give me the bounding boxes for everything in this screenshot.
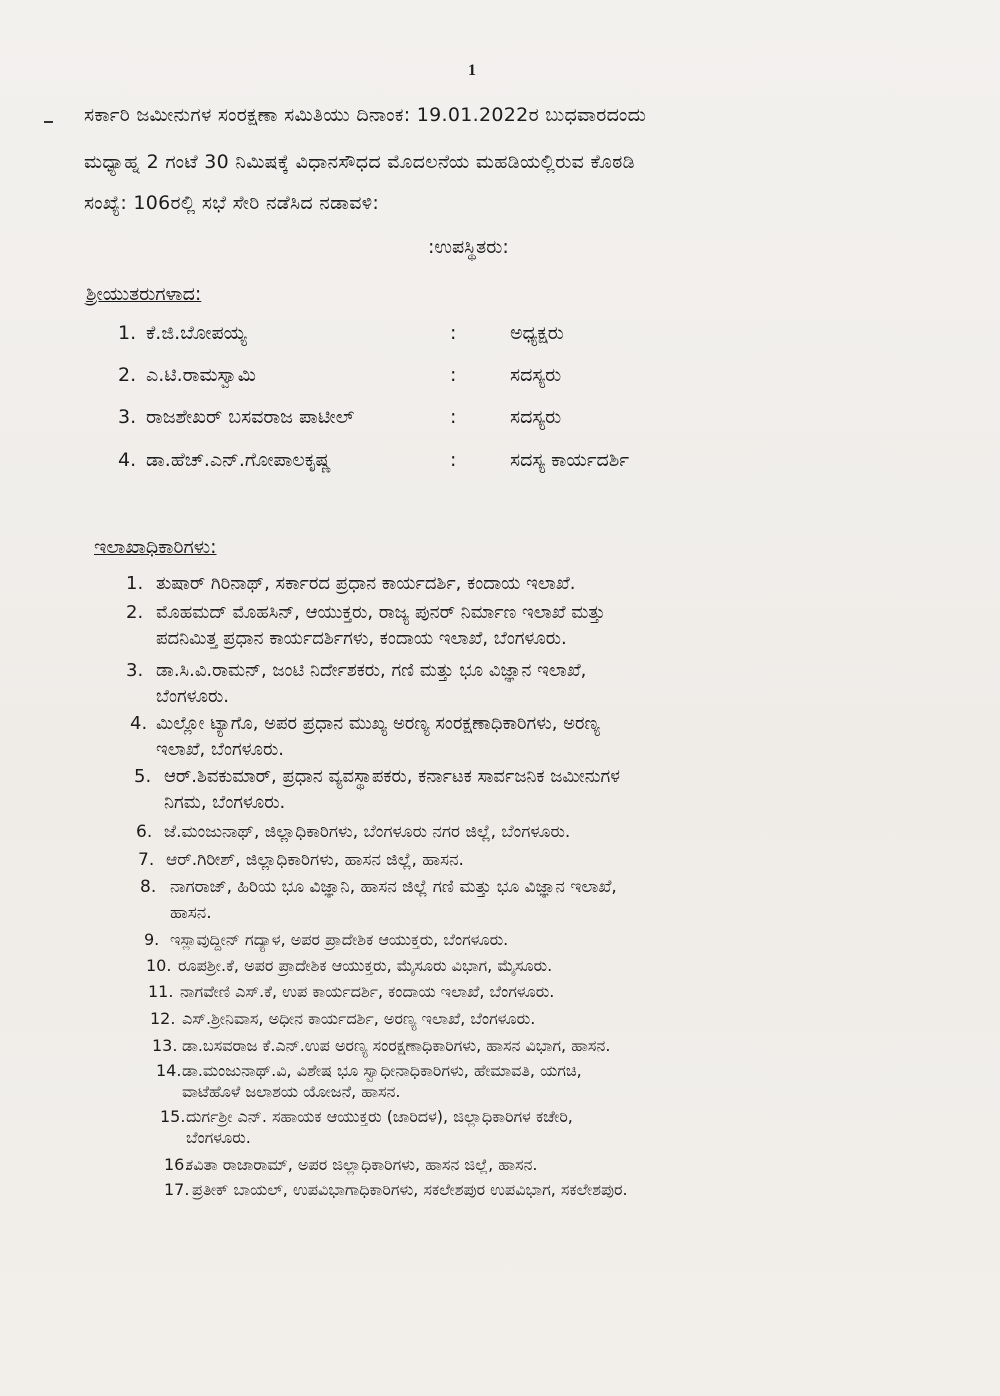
official-text-continued: ವಾಟೆಹೊಳೆ ಜಲಾಶಯ ಯೋಜನೆ, ಹಾಸನ.	[182, 1082, 401, 1101]
official-number: 17.	[164, 1180, 190, 1199]
official-number: 7.	[138, 850, 155, 870]
intro-line-3	[84, 192, 379, 214]
intro-line-1	[84, 104, 884, 126]
official-number: 9.	[144, 930, 160, 949]
officials-heading: ಇಲಾಖಾಧಿಕಾರಿಗಳು:	[94, 536, 217, 558]
official-number: 10.	[146, 956, 172, 975]
official-text: ಆರ್.ಗಿರೀಶ್, ಜಿಲ್ಲಾಧಿಕಾರಿಗಳು, ಹಾಸನ ಜಿಲ್ಲೆ, ಹಾಸನ.	[166, 850, 464, 870]
official-text: ಡಾ.ಸಿ.ವಿ.ರಾಮನ್, ಜಂಟಿ ನಿರ್ದೇಶಕರು, ಗಣಿ ಮತ್ತು ಭೂ ವಿಜ್ಞಾನ ಇಲಾಖೆ,	[156, 660, 587, 681]
member-role: ಅಧ್ಯಕ್ಷರು	[510, 322, 564, 344]
member-colon: :	[450, 364, 457, 386]
present-heading: :ಉಪಸ್ಥಿತರು:	[428, 236, 509, 258]
official-number: 3.	[126, 660, 144, 681]
member-name: ರಾಜಶೇಖರ್ ಬಸವರಾಜ ಪಾಟೀಲ್	[146, 406, 355, 428]
official-text: ಡಾ.ಮಂಜುನಾಥ್.ವಿ, ವಿಶೇಷ ಭೂ ಸ್ವಾಧೀನಾಧಿಕಾರಿಗಳು, ಹೇಮಾವತಿ, ಯಗಚಿ,	[182, 1061, 582, 1080]
page-number: 1	[468, 62, 476, 79]
official-text: ನಾಗರಾಜ್, ಹಿರಿಯ ಭೂ ವಿಜ್ಞಾನಿ, ಹಾಸನ ಜಿಲ್ಲೆ ಗಣಿ ಮತ್ತು ಭೂ ವಿಜ್ಞಾನ ಇಲಾಖೆ,	[170, 877, 617, 897]
member-name: ಡಾ.ಹೆಚ್.ಎನ್.ಗೋಪಾಲಕೃಷ್ಣ	[146, 449, 332, 471]
member-name: ಕೆ.ಜಿ.ಬೋಪಯ್ಯ	[146, 322, 247, 344]
official-text-continued: ಹಾಸನ.	[170, 903, 212, 923]
official-number: 2.	[126, 602, 144, 623]
member-row	[118, 449, 758, 477]
members-heading: ಶ್ರೀಯುತರುಗಳಾದ:	[86, 283, 202, 305]
official-number: 15.	[160, 1107, 186, 1126]
margin-mark	[44, 121, 53, 123]
member-row	[118, 364, 758, 392]
official-text: ತುಷಾರ್ ಗಿರಿನಾಥ್, ಸರ್ಕಾರದ ಪ್ರಧಾನ ಕಾರ್ಯದರ್ಶಿ, ಕಂದಾಯ ಇಲಾಖೆ.	[156, 573, 576, 594]
official-number: 16.	[164, 1155, 190, 1174]
official-text-continued: ಬೆಂಗಳೂರು.	[156, 686, 229, 707]
member-colon: :	[450, 406, 457, 428]
official-text: ಮೊಹಮದ್ ಮೊಹಸಿನ್, ಆಯುಕ್ತರು, ರಾಜ್ಯ ಪುನರ್ ನಿರ್ಮಾಣ ಇಲಾಖೆ ಮತ್ತು	[156, 602, 606, 623]
intro-text-2: ಮಧ್ಯಾಹ್ನ 2 ಗಂಟೆ 30 ನಿಮಿಷಕ್ಕೆ ವಿಧಾನಸೌಧದ ಮೊದಲನೆಯ ಮಹಡಿಯಲ್ಲಿರುವ ಕೊಠಡಿ	[84, 151, 635, 173]
official-text: ದುರ್ಗಶ್ರೀ ಎನ್. ಸಹಾಯಕ ಆಯುಕ್ತರು (ಜಾರಿದಳ), ಜಿಲ್ಲಾಧಿಕಾರಿಗಳ ಕಚೇರಿ,	[186, 1107, 573, 1126]
official-number: 4.	[130, 713, 148, 734]
official-text: ರೂಪಶ್ರೀ.ಕೆ, ಅಪರ ಪ್ರಾದೇಶಿಕ ಆಯುಕ್ತರು, ಮೈಸೂರು ವಿಭಾಗ, ಮೈಸೂರು.	[178, 956, 553, 975]
official-number: 6.	[136, 822, 153, 842]
official-text-continued: ಇಲಾಖೆ, ಬೆಂಗಳೂರು.	[156, 739, 284, 760]
official-text: ಕವಿತಾ ರಾಜಾರಾಮ್, ಅಪರ ಜಿಲ್ಲಾಧಿಕಾರಿಗಳು, ಹಾಸನ ಜಿಲ್ಲೆ, ಹಾಸನ.	[186, 1155, 538, 1174]
member-row	[118, 322, 758, 350]
member-role: ಸದಸ್ಯ ಕಾರ್ಯದರ್ಶಿ	[510, 449, 630, 471]
intro-line-2	[84, 151, 884, 173]
official-text-continued: ಬೆಂಗಳೂರು.	[186, 1128, 251, 1147]
official-number: 8.	[140, 877, 157, 897]
official-text: ಎಸ್.ಶ್ರೀನಿವಾಸ, ಅಧೀನ ಕಾರ್ಯದರ್ಶಿ, ಅರಣ್ಯ ಇಲಾಖೆ, ಬೆಂಗಳೂರು.	[182, 1009, 536, 1028]
official-text: ಆರ್.ಶಿವಕುಮಾರ್, ಪ್ರಧಾನ ವ್ಯವಸ್ಥಾಪಕರು, ಕರ್ನಾಟಕ ಸಾರ್ವಜನಿಕ ಜಮೀನುಗಳ	[164, 766, 620, 787]
intro-text-3: ಸಂಖ್ಯೆ: 106ರಲ್ಲಿ ಸಭೆ ಸೇರಿ ನಡೆಸಿದ ನಡಾವಳಿ:	[84, 192, 380, 214]
member-num: 3.	[118, 406, 137, 428]
member-role: ಸದಸ್ಯರು	[510, 406, 562, 428]
intro-text-1: ಸರ್ಕಾರಿ ಜಮೀನುಗಳ ಸಂರಕ್ಷಣಾ ಸಮಿತಿಯು ದಿನಾಂಕ: 19.01.2022ರ ಬುಧವಾರದಂದು	[84, 104, 647, 126]
official-text: ಜೆ.ಮಂಜುನಾಥ್, ಜಿಲ್ಲಾಧಿಕಾರಿಗಳು, ಬೆಂಗಳೂರು ನಗರ ಜಿಲ್ಲೆ, ಬೆಂಗಳೂರು.	[164, 822, 571, 842]
official-number: 12.	[150, 1009, 176, 1028]
official-text: ಇಸ್ಲಾವುದ್ದೀನ್ ಗದ್ಯಾಳ, ಅಪರ ಪ್ರಾದೇಶಿಕ ಆಯುಕ್ತರು, ಬೆಂಗಳೂರು.	[170, 930, 509, 949]
member-row	[118, 406, 758, 434]
member-colon: :	[450, 322, 457, 344]
official-text: ಮಿಲ್ಲೋ ಟ್ಯಾಗೊ, ಅಪರ ಪ್ರಧಾನ ಮುಖ್ಯ ಅರಣ್ಯ ಸಂರಕ್ಷಣಾಧಿಕಾರಿಗಳು, ಅರಣ್ಯ	[156, 713, 600, 734]
member-role: ಸದಸ್ಯರು	[510, 364, 562, 386]
official-number: 5.	[134, 766, 152, 787]
member-name: ಎ.ಟಿ.ರಾಮಸ್ವಾಮಿ	[146, 364, 256, 386]
member-colon: :	[450, 449, 457, 471]
official-number: 14.	[156, 1061, 182, 1080]
official-number: 13.	[152, 1036, 178, 1055]
official-text-continued: ನಿಗಮ, ಬೆಂಗಳೂರು.	[164, 792, 286, 813]
member-num: 1.	[118, 322, 137, 344]
official-text: ಪ್ರತೀಕ್ ಬಾಯಲ್, ಉಪವಿಭಾಗಾಧಿಕಾರಿಗಳು, ಸಕಲೇಶಪುರ ಉಪವಿಭಾಗ, ಸಕಲೇಶಪುರ.	[192, 1180, 628, 1199]
official-text-continued: ಪದನಿಮಿತ್ತ ಪ್ರಧಾನ ಕಾರ್ಯದರ್ಶಿಗಳು, ಕಂದಾಯ ಇಲಾಖೆ, ಬೆಂಗಳೂರು.	[156, 628, 567, 649]
member-num: 4.	[118, 449, 137, 471]
official-number: 11.	[148, 982, 174, 1001]
official-text: ಡಾ.ಬಸವರಾಜ ಕೆ.ಎನ್.ಉಪ ಅರಣ್ಯ ಸಂರಕ್ಷಣಾಧಿಕಾರಿಗಳು, ಹಾಸನ ವಿಭಾಗ, ಹಾಸನ.	[182, 1036, 611, 1055]
official-text: ನಾಗವೇಣಿ ಎಸ್.ಕೆ, ಉಪ ಕಾರ್ಯದರ್ಶಿ, ಕಂದಾಯ ಇಲಾಖೆ, ಬೆಂಗಳೂರು.	[180, 982, 555, 1001]
official-number: 1.	[126, 573, 144, 594]
member-num: 2.	[118, 364, 137, 386]
